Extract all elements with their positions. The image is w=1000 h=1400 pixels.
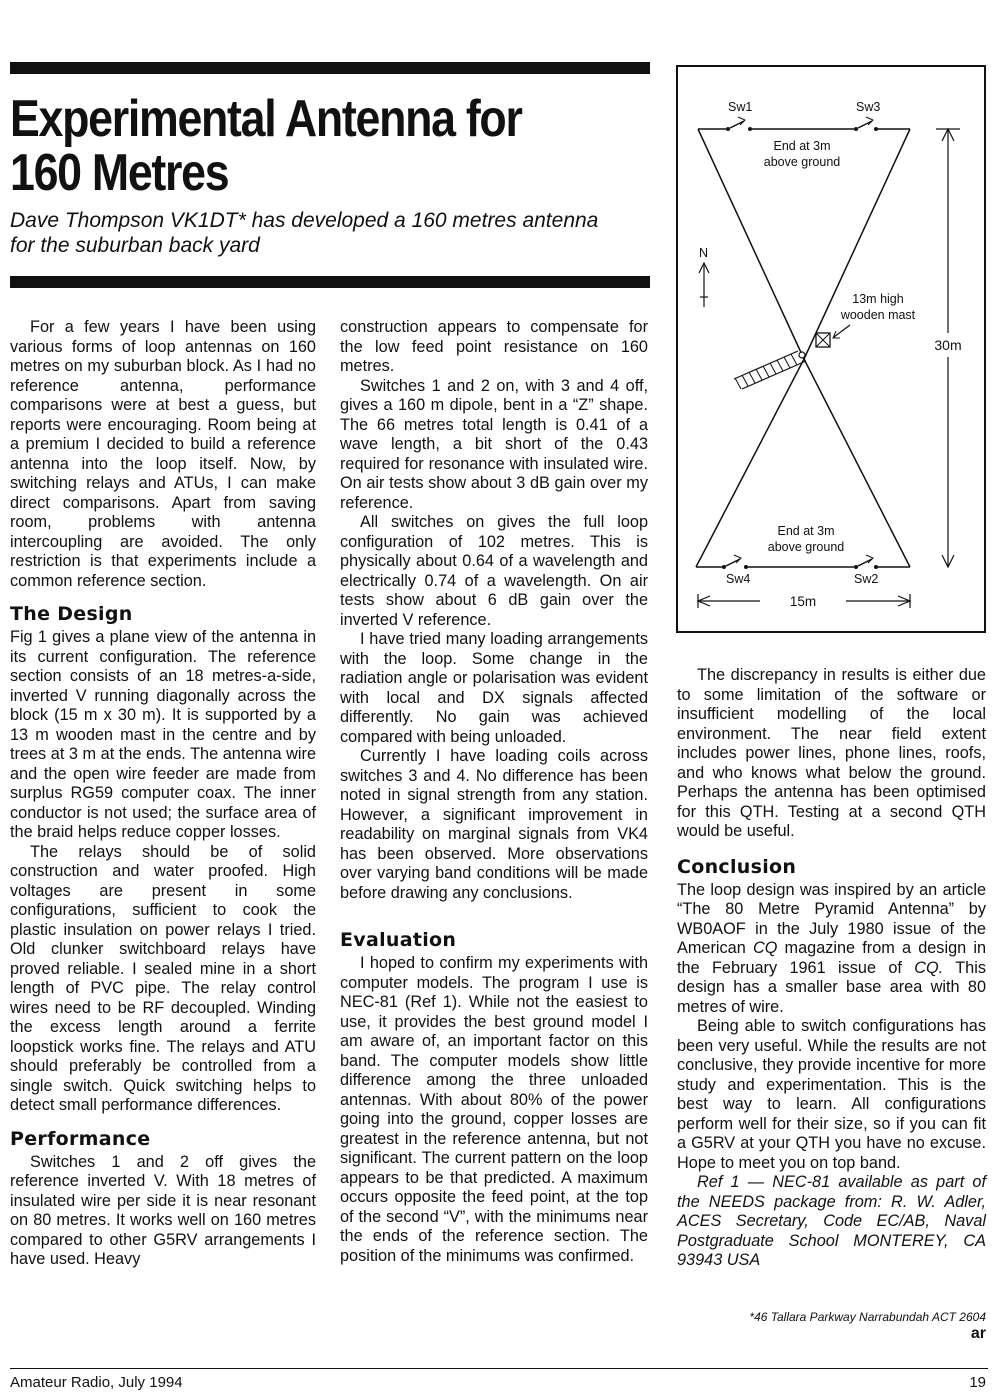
footer-publication: Amateur Radio, July 1994 xyxy=(10,1374,183,1391)
intro-paragraph: For a few years I have been using various forms of loop antennas on 160 metres on my suburban block. As I had no reference antenna, performance comparisons were at best a guess, but reports were encouraging. Room being at a premium I decided to build a reference antenna into the loop itself. Now, by switching relays and ATUs, I can make direct comparisons. Apart from saving room, problems with antenna intercoupling are avoided. The only restriction is that experiments include a common reference section. xyxy=(10,318,316,590)
label-sw4: Sw4 xyxy=(726,572,751,586)
design-paragraph-2: The relays should be of solid construction and water proofed. High voltages are present in some configurations, sufficient to cook the plastic insulation on power relays I tried. Old clunker switchboard relays have proved reliable. I sealed mine in a short length of PVC pipe. The relay control wires need to be RF decoupled. Winding the excess length around a ferrite loopstick works fine. The relays and ATU should preferably be controlled from a single switch. Quick switching helps to detect small performance differences. xyxy=(10,842,316,1114)
heading-the-design: The Design xyxy=(10,603,133,625)
antenna-diagram-svg xyxy=(678,67,988,635)
heading-performance: Performance xyxy=(10,1127,151,1150)
top-rule xyxy=(10,62,650,74)
label-top-end-2: above ground xyxy=(763,155,841,169)
mast-pointer xyxy=(834,325,850,337)
col2-paragraph-2: Switches 1 and 2 on, with 3 and 4 off, gives a 160 m dipole, bent in a “Z” shape. The 66 metres total length is 0.41 of a wave length, a bit short of the 0.43 required for resonance with insulated wire. On air tests show about 3 dB gain over my reference. xyxy=(340,376,648,512)
conclusion-text-b: magazine from a design in the February 1961 issue of xyxy=(677,939,987,977)
antenna-diagram xyxy=(676,65,986,633)
conclusion-text-c: This design has a smaller base area with 80 metres of wire. xyxy=(677,958,986,1016)
title-line-1: Experimental Antenna for xyxy=(10,90,522,148)
footer-rule xyxy=(10,1368,988,1369)
column-2 xyxy=(340,318,648,1266)
sw1-node-a xyxy=(726,127,730,131)
col2-paragraph-1: construction appears to compensate for the low feed point resistance on 160 metres. xyxy=(340,318,648,375)
column-3 xyxy=(677,666,986,1271)
cq-title-1: CQ xyxy=(752,939,778,957)
heading-conclusion: Conclusion xyxy=(677,855,797,878)
reference-1: Ref 1 — NEC-81 available as part of the NEEDS package from: R. W. Adler, ACES Secretary, Code EC/AB, Naval Postgraduate School MONTEREY, CA 93943 USA xyxy=(677,1173,986,1269)
page-number: 19 xyxy=(969,1374,986,1391)
article-subtitle xyxy=(10,208,660,258)
label-sw2: Sw2 xyxy=(854,572,879,586)
col2-paragraph-3: All switches on gives the full loop configuration of 102 metres. This is physically about 0.64 of a wavelength and electrically 0.74 of a wavelength. On air tests show about 6 dB gain over the inverted V reference. xyxy=(340,513,648,629)
article-title xyxy=(10,92,560,200)
label-mast-1: 13m high xyxy=(852,292,904,306)
label-mast-2: wooden mast xyxy=(840,308,916,322)
evaluation-paragraph-1: I hoped to confirm my experiments with computer models. The program I use is NEC-81 (Ref 1). While not the easiest to use, it provides the best ground model I am aware of, an important factor on this band. The computer models show little difference among the three unloaded antennas. With about 80% of the power going into the ground, copper losses are greatest in the reference antenna, but not significant. The current pattern on the loop appears to be that predicted. A maximum occurs opposite the feed point, at the top of the second “V”, with the minimums near the ends of the reference section. The position of the minimums was confirmed. xyxy=(340,954,648,1265)
label-bottom-end-1: End at 3m xyxy=(777,524,835,538)
col2-paragraph-5: Currently I have loading coils across switches 3 and 4. No difference has been noted in signal strength from any station. However, a significant improvement in readability on marginal signals from VK4 has been observed. More observations over varying band conditions will be made before drawing any conclusions. xyxy=(340,747,648,902)
cq-title-2: CQ. xyxy=(914,958,944,977)
sw2-node-a xyxy=(854,565,858,569)
label-sw1: Sw1 xyxy=(728,100,753,114)
label-height-dim: 30m xyxy=(934,337,962,353)
end-mark: ar xyxy=(970,1325,986,1342)
sw4-contact xyxy=(726,559,740,566)
design-paragraph-1: Fig 1 gives a plane view of the antenna in its current configuration. The reference section consists of an 18 metres-a-side, inverted V running diagonally across the block (15 m x 30 m). It is supported by a 13 m wooden mast in the centre and by trees at 3 m at the ends. The antenna wire and the open wire feeder are made from surplus RG59 computer coax. The inner conductor is not used; the surface area of the braid helps reduce copper losses. xyxy=(10,628,316,841)
conclusion-paragraph-2: Being able to switch configurations has been very useful. While the results are not conclusive, they provide incentive for more study and experimentation. This is the best way to learn. All configurations perform well for their size, so if you can fit a G5RV at your QTH you have no excuse. Hope to meet you on top band. xyxy=(677,1017,986,1172)
title-line-2: 160 Metres xyxy=(10,144,229,202)
label-north: N xyxy=(699,246,709,260)
sw2-contact xyxy=(858,559,872,566)
label-bottom-end-2: above ground xyxy=(767,540,845,554)
subtitle-line-1: Dave Thompson VK1DT* has developed a 160 metres antenna xyxy=(10,209,599,232)
sw3-contact xyxy=(858,121,872,128)
sw4-node-a xyxy=(722,565,726,569)
col2-paragraph-4: I have tried many loading arrangements with the loop. Some change in the radiation angle or polarisation was evident with local and DX signals affected differently. No gain was achieved compared with being unloaded. xyxy=(340,630,648,746)
label-sw3: Sw3 xyxy=(856,100,881,114)
conclusion-paragraph-1 xyxy=(677,881,986,1018)
subtitle-line-2: for the suburban back yard xyxy=(10,234,260,257)
author-address: *46 Tallara Parkway Narrabundah ACT 2604 xyxy=(749,1310,986,1324)
label-top-end-1: End at 3m xyxy=(773,139,831,153)
col3-paragraph-1: The discrepancy in results is either due to some limitation of the software or insufficient modelling of the local environment. The near field extent includes power lines, phone lines, roofs, and who knows what below the ground. Perhaps the antenna has been optimised for this QTH. Testing at a second QTH would be useful. xyxy=(677,666,986,840)
performance-paragraph-1: Switches 1 and 2 off gives the reference inverted V. With 18 metres of insulated wire per side it is near resonant on 80 metres. It works well on 160 metres compared to other G5RV arrangements I have used. Heavy xyxy=(10,1152,316,1268)
sw3-node-a xyxy=(854,127,858,131)
conclusion-text-a: The loop design was inspired by an article “The 80 Metre Pyramid Antenna” by WB0AOF in the July 1980 issue of the American xyxy=(677,880,986,957)
sw1-contact xyxy=(730,121,744,128)
column-1 xyxy=(10,318,316,1270)
label-width-dim: 15m xyxy=(789,594,817,609)
feeder-ladder xyxy=(734,351,806,389)
heading-evaluation: Evaluation xyxy=(340,929,457,951)
header-bottom-rule xyxy=(10,276,650,288)
feed-point xyxy=(799,352,805,358)
